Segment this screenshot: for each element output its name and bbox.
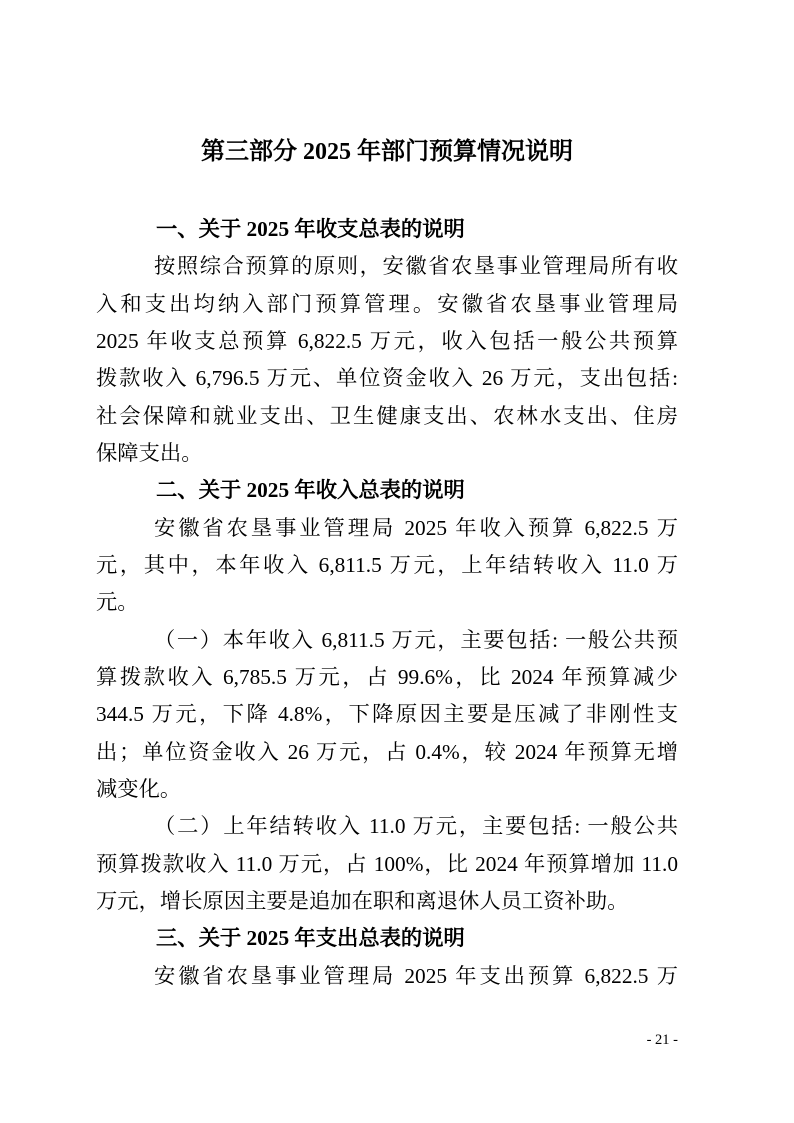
text-line: 入和支出均纳入部门预算管理。安徽省农垦事业管理局 — [96, 291, 678, 316]
text-line: 344.5 万元，下降 4.8%，下降原因主要是压减了非刚性支 — [96, 702, 678, 727]
text-line: 万元，增长原因主要是追加在职和离退休人员工资补助。 — [96, 888, 629, 913]
text-line: 社会保障和就业支出、卫生健康支出、农林水支出、住房 — [96, 403, 678, 428]
text-line: 保障支出。 — [96, 440, 203, 465]
text-line: 安徽省农垦事业管理局 2025 年支出预算 6,822.5 万 — [154, 963, 678, 988]
text-line: 算拨款收入 6,785.5 万元，占 99.6%，比 2024 年预算减少 — [96, 664, 678, 689]
text-line: 预算拨款收入 11.0 万元，占 100%，比 2024 年预算增加 11.0 — [96, 851, 678, 876]
document-title: 第三部分 2025 年部门预算情况说明 — [201, 139, 573, 165]
section-heading: 三、关于 2025 年支出总表的说明 — [156, 926, 465, 951]
section-heading: 一、关于 2025 年收支总表的说明 — [156, 217, 465, 241]
text-line: 元，其中，本年收入 6,811.5 万元，上年结转收入 11.0 万 — [96, 552, 678, 577]
text-line: 安徽省农垦事业管理局 2025 年收入预算 6,822.5 万 — [154, 515, 678, 540]
text-line: 2025 年收支总预算 6,822.5 万元，收入包括一般公共预算 — [96, 328, 678, 353]
text-line: （二）上年结转收入 11.0 万元，主要包括: 一般公共 — [154, 814, 678, 839]
text-line: 减变化。 — [96, 776, 182, 801]
text-line: 出；单位资金收入 26 万元，占 0.4%，较 2024 年预算无增 — [96, 739, 678, 764]
section-heading: 二、关于 2025 年收入总表的说明 — [156, 478, 465, 503]
text-line: 按照综合预算的原则，安徽省农垦事业管理局所有收 — [154, 254, 678, 279]
text-line: 元。 — [96, 590, 139, 615]
text-line: （一）本年收入 6,811.5 万元，主要包括: 一般公共预 — [154, 627, 678, 652]
text-line: 拨款收入 6,796.5 万元、单位资金收入 26 万元，支出包括: — [96, 366, 678, 391]
text-body — [96, 211, 678, 995]
page-number: - 21 - — [646, 1032, 678, 1048]
